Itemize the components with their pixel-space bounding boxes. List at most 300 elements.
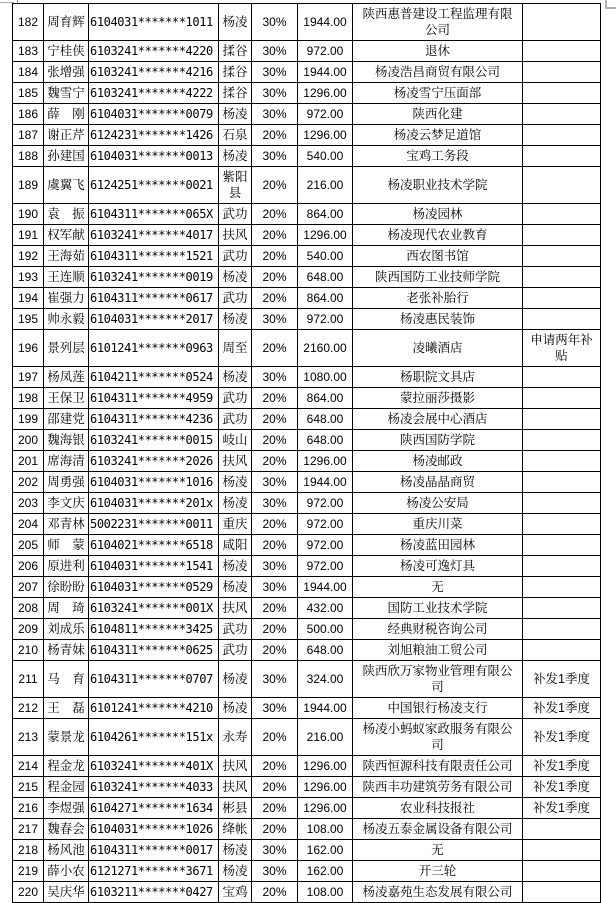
- cell-seq: 188: [13, 146, 44, 167]
- cell-rate: 20%: [252, 167, 298, 204]
- cell-note: [523, 225, 601, 246]
- cell-rate: 20%: [252, 719, 298, 756]
- cell-amount: 216.00: [298, 719, 353, 756]
- cell-location: 杨凌: [219, 267, 252, 288]
- table-body: [13, 4, 601, 903]
- cell-employer: 杨凌蓝田园林: [353, 535, 523, 556]
- cell-employer: 杨凌可逸灯具: [353, 556, 523, 577]
- table-row: [13, 62, 601, 83]
- cell-seq: 186: [13, 104, 44, 125]
- cell-location: 武功: [219, 204, 252, 225]
- cell-employer: 凌曦酒店: [353, 330, 523, 367]
- cell-amount: 648.00: [298, 267, 353, 288]
- table-row: [13, 698, 601, 719]
- cell-amount: 864.00: [298, 288, 353, 309]
- cell-employer: 杨凌雪宁压面部: [353, 83, 523, 104]
- cell-employer: 陕西欣万家物业管理有限公司: [353, 661, 523, 698]
- cell-name: 邓青林: [44, 514, 89, 535]
- cell-id: 6104271*******1634: [89, 798, 219, 819]
- cell-note: [523, 41, 601, 62]
- cell-name: 魏春会: [44, 819, 89, 840]
- cell-name: 刘成乐: [44, 619, 89, 640]
- cell-amount: 1944.00: [298, 698, 353, 719]
- cell-rate: 30%: [252, 146, 298, 167]
- cell-note: [523, 388, 601, 409]
- cell-id: 6121271*******3671: [89, 861, 219, 882]
- cell-rate: 20%: [252, 819, 298, 840]
- cell-name: 周勇强: [44, 472, 89, 493]
- cell-amount: 500.00: [298, 619, 353, 640]
- cell-note: [523, 556, 601, 577]
- table-row: [13, 798, 601, 819]
- cell-rate: 30%: [252, 367, 298, 388]
- cell-seq: 194: [13, 288, 44, 309]
- table-row: [13, 225, 601, 246]
- cell-employer: 刘旭粮油工贸公司: [353, 640, 523, 661]
- cell-employer: 杨凌嘉苑生态发展有限公司: [353, 882, 523, 903]
- cell-rate: 30%: [252, 556, 298, 577]
- cell-amount: 1296.00: [298, 756, 353, 777]
- cell-amount: 432.00: [298, 598, 353, 619]
- cell-seq: 202: [13, 472, 44, 493]
- cell-rate: 30%: [252, 840, 298, 861]
- cell-amount: 648.00: [298, 409, 353, 430]
- cropped-ui-remnant-top-right: [605, 0, 616, 9]
- table-row: [13, 409, 601, 430]
- cell-note: [523, 104, 601, 125]
- cell-employer: 老张补胎行: [353, 288, 523, 309]
- cell-rate: 20%: [252, 225, 298, 246]
- cell-name: 权军献: [44, 225, 89, 246]
- cell-location: 彬县: [219, 798, 252, 819]
- cell-location: 揉谷: [219, 41, 252, 62]
- cell-location: 周至: [219, 330, 252, 367]
- cell-name: 王连顺: [44, 267, 89, 288]
- cell-id: 6104311*******1521: [89, 246, 219, 267]
- cell-location: 杨凌: [219, 861, 252, 882]
- cell-id: 6103241*******2026: [89, 451, 219, 472]
- table-row: [13, 167, 601, 204]
- cell-name: 蒙景龙: [44, 719, 89, 756]
- cell-employer: 杨凌现代农业教育: [353, 225, 523, 246]
- cell-amount: 2160.00: [298, 330, 353, 367]
- cell-id: 6104031*******0529: [89, 577, 219, 598]
- cell-name: 王海茹: [44, 246, 89, 267]
- cell-location: 揉谷: [219, 83, 252, 104]
- cell-location: 扶风: [219, 451, 252, 472]
- cell-name: 邵建党: [44, 409, 89, 430]
- cell-note: [523, 472, 601, 493]
- cell-note: [523, 598, 601, 619]
- cell-note: [523, 4, 601, 41]
- cell-location: 杨凌: [219, 472, 252, 493]
- cell-employer: 杨凌惠民装饰: [353, 309, 523, 330]
- cell-note: [523, 267, 601, 288]
- cell-id: 6103241*******001X: [89, 598, 219, 619]
- table-row: [13, 756, 601, 777]
- cell-employer: 杨凌小蚂蚁家政服务有限公司: [353, 719, 523, 756]
- cell-employer: 农业科技报社: [353, 798, 523, 819]
- cell-name: 宁桂侠: [44, 41, 89, 62]
- cell-seq: 183: [13, 41, 44, 62]
- cell-rate: 20%: [252, 798, 298, 819]
- cell-id: 6104021*******6518: [89, 535, 219, 556]
- cell-location: 杨凌: [219, 4, 252, 41]
- cell-id: 6104031*******1016: [89, 472, 219, 493]
- cell-seq: 219: [13, 861, 44, 882]
- table-row: [13, 146, 601, 167]
- cell-seq: 182: [13, 4, 44, 41]
- cell-seq: 201: [13, 451, 44, 472]
- cell-seq: 199: [13, 409, 44, 430]
- cell-location: 杨凌: [219, 493, 252, 514]
- cell-seq: 207: [13, 577, 44, 598]
- cell-rate: 20%: [252, 619, 298, 640]
- cell-amount: 162.00: [298, 861, 353, 882]
- table-row: [13, 204, 601, 225]
- cell-amount: 972.00: [298, 556, 353, 577]
- cell-seq: 196: [13, 330, 44, 367]
- cell-employer: 陕西化建: [353, 104, 523, 125]
- cell-employer: 重庆川菜: [353, 514, 523, 535]
- cell-employer: 退休: [353, 41, 523, 62]
- cell-name: 薛 刚: [44, 104, 89, 125]
- cell-id: 6104031*******0079: [89, 104, 219, 125]
- cell-note: [523, 819, 601, 840]
- cell-id: 6103241*******4033: [89, 777, 219, 798]
- table-row: [13, 309, 601, 330]
- cell-amount: 972.00: [298, 104, 353, 125]
- cell-name: 孙建国: [44, 146, 89, 167]
- cell-seq: 205: [13, 535, 44, 556]
- cell-location: 永寿: [219, 719, 252, 756]
- cell-rate: 30%: [252, 661, 298, 698]
- cell-seq: 185: [13, 83, 44, 104]
- cell-seq: 218: [13, 840, 44, 861]
- cell-employer: 开三轮: [353, 861, 523, 882]
- cell-employer: 宝鸡工务段: [353, 146, 523, 167]
- cell-amount: 972.00: [298, 535, 353, 556]
- cell-location: 扶风: [219, 756, 252, 777]
- cell-note: [523, 309, 601, 330]
- cell-location: 重庆: [219, 514, 252, 535]
- cell-amount: 864.00: [298, 388, 353, 409]
- cell-employer: 杨职院文具店: [353, 367, 523, 388]
- cell-note: [523, 83, 601, 104]
- cell-employer: 陕西恒源科技有限责任公司: [353, 756, 523, 777]
- cell-employer: 西农图书馆: [353, 246, 523, 267]
- cell-id: 6104031*******0013: [89, 146, 219, 167]
- cell-rate: 20%: [252, 756, 298, 777]
- cell-employer: 杨凌职业技术学院: [353, 167, 523, 204]
- table-row: [13, 535, 601, 556]
- cell-note: [523, 62, 601, 83]
- cell-note: [523, 288, 601, 309]
- cell-id: 6103241*******4216: [89, 62, 219, 83]
- cell-amount: 1296.00: [298, 798, 353, 819]
- cell-location: 武功: [219, 288, 252, 309]
- cell-employer: 陕西丰功建筑劳务有限公司: [353, 777, 523, 798]
- table-row: [13, 619, 601, 640]
- cell-rate: 20%: [252, 330, 298, 367]
- cell-location: 杨凌: [219, 661, 252, 698]
- cell-amount: 1296.00: [298, 451, 353, 472]
- cell-name: 杨青妹: [44, 640, 89, 661]
- cell-name: 杨凤莲: [44, 367, 89, 388]
- cell-rate: 30%: [252, 472, 298, 493]
- cell-rate: 30%: [252, 493, 298, 514]
- cell-amount: 108.00: [298, 882, 353, 903]
- cell-note: 补发1季度: [523, 798, 601, 819]
- cell-id: 6104031*******201x: [89, 493, 219, 514]
- table-row: [13, 661, 601, 698]
- cell-amount: 972.00: [298, 309, 353, 330]
- cell-id: 5002231*******0011: [89, 514, 219, 535]
- cell-location: 武功: [219, 388, 252, 409]
- cell-note: [523, 861, 601, 882]
- cell-employer: 杨凌公安局: [353, 493, 523, 514]
- cell-note: 补发1季度: [523, 698, 601, 719]
- cell-rate: 20%: [252, 409, 298, 430]
- cell-name: 薛小农: [44, 861, 89, 882]
- cell-rate: 30%: [252, 62, 298, 83]
- cell-seq: 187: [13, 125, 44, 146]
- cell-rate: 20%: [252, 267, 298, 288]
- cell-name: 景列层: [44, 330, 89, 367]
- cell-note: [523, 409, 601, 430]
- cell-employer: 杨凌邮政: [353, 451, 523, 472]
- cell-rate: 20%: [252, 388, 298, 409]
- cell-rate: 30%: [252, 698, 298, 719]
- table-row: [13, 840, 601, 861]
- table-row: [13, 367, 601, 388]
- cell-rate: 30%: [252, 4, 298, 41]
- cell-id: 6103241*******4017: [89, 225, 219, 246]
- cell-id: 6103241*******0015: [89, 430, 219, 451]
- cell-rate: 30%: [252, 309, 298, 330]
- cell-seq: 190: [13, 204, 44, 225]
- table-row: [13, 41, 601, 62]
- table-row: [13, 451, 601, 472]
- cell-seq: 215: [13, 777, 44, 798]
- cell-employer: 陕西国防工业技师学院: [353, 267, 523, 288]
- cell-employer: 杨凌云梦足道馆: [353, 125, 523, 146]
- cell-location: 扶风: [219, 598, 252, 619]
- cell-seq: 195: [13, 309, 44, 330]
- cell-id: 6103241*******0019: [89, 267, 219, 288]
- cell-name: 魏海银: [44, 430, 89, 451]
- cell-rate: 20%: [252, 288, 298, 309]
- cell-seq: 217: [13, 819, 44, 840]
- cell-employer: 陕西国防学院: [353, 430, 523, 451]
- cell-location: 杨凌: [219, 146, 252, 167]
- table-row: [13, 246, 601, 267]
- cell-employer: 杨凌会展中心酒店: [353, 409, 523, 430]
- cell-amount: 324.00: [298, 661, 353, 698]
- cell-name: 杨风池: [44, 840, 89, 861]
- cell-name: 周 琦: [44, 598, 89, 619]
- cell-employer: 无: [353, 840, 523, 861]
- cell-note: 申请两年补贴: [523, 330, 601, 367]
- cell-seq: 209: [13, 619, 44, 640]
- cell-rate: 20%: [252, 204, 298, 225]
- table-row: [13, 288, 601, 309]
- cell-name: 谢正芹: [44, 125, 89, 146]
- cell-location: 武功: [219, 246, 252, 267]
- cell-rate: 20%: [252, 514, 298, 535]
- cell-seq: 193: [13, 267, 44, 288]
- cell-note: [523, 430, 601, 451]
- cell-employer: 杨凌园林: [353, 204, 523, 225]
- cell-seq: 198: [13, 388, 44, 409]
- cell-location: 扶风: [219, 777, 252, 798]
- cell-rate: 20%: [252, 246, 298, 267]
- cell-name: 王 磊: [44, 698, 89, 719]
- cell-note: [523, 451, 601, 472]
- cell-id: 6104311*******4959: [89, 388, 219, 409]
- cell-name: 马 育: [44, 661, 89, 698]
- cell-id: 6103211*******0427: [89, 882, 219, 903]
- cell-seq: 191: [13, 225, 44, 246]
- cell-rate: 20%: [252, 535, 298, 556]
- table-row: [13, 882, 601, 903]
- cell-amount: 1944.00: [298, 4, 353, 41]
- cell-note: [523, 493, 601, 514]
- cell-id: 6104311*******0017: [89, 840, 219, 861]
- cell-amount: 1296.00: [298, 225, 353, 246]
- cell-note: [523, 640, 601, 661]
- cell-rate: 30%: [252, 41, 298, 62]
- cell-name: 周育辉: [44, 4, 89, 41]
- cell-seq: 211: [13, 661, 44, 698]
- cell-amount: 864.00: [298, 204, 353, 225]
- table-row: [13, 777, 601, 798]
- cell-rate: 20%: [252, 451, 298, 472]
- cell-amount: 108.00: [298, 819, 353, 840]
- cell-rate: 30%: [252, 83, 298, 104]
- cell-note: [523, 246, 601, 267]
- cell-seq: 208: [13, 598, 44, 619]
- table-row: [13, 104, 601, 125]
- cell-location: 紫阳县: [219, 167, 252, 204]
- cell-seq: 220: [13, 882, 44, 903]
- cell-id: 6104031*******1026: [89, 819, 219, 840]
- cell-seq: 216: [13, 798, 44, 819]
- cell-name: 程金园: [44, 777, 89, 798]
- cell-note: [523, 146, 601, 167]
- cell-note: [523, 514, 601, 535]
- cell-rate: 20%: [252, 777, 298, 798]
- table-row: [13, 4, 601, 41]
- subsidy-table-container: [12, 3, 601, 903]
- cell-amount: 1296.00: [298, 777, 353, 798]
- cell-note: 补发1季度: [523, 777, 601, 798]
- cell-location: 杨凌: [219, 840, 252, 861]
- cell-id: 6104311*******065X: [89, 204, 219, 225]
- cell-name: 崔强力: [44, 288, 89, 309]
- cell-id: 6104031*******1541: [89, 556, 219, 577]
- table-row: [13, 556, 601, 577]
- cell-amount: 648.00: [298, 640, 353, 661]
- table-row: [13, 83, 601, 104]
- cell-id: 6103241*******4222: [89, 83, 219, 104]
- cell-location: 杨凌: [219, 698, 252, 719]
- cell-rate: 30%: [252, 104, 298, 125]
- cell-seq: 204: [13, 514, 44, 535]
- cell-seq: 212: [13, 698, 44, 719]
- cell-note: [523, 125, 601, 146]
- cell-location: 咸阳: [219, 535, 252, 556]
- cell-name: 袁 振: [44, 204, 89, 225]
- cell-location: 武功: [219, 409, 252, 430]
- cell-note: [523, 882, 601, 903]
- table-row: [13, 719, 601, 756]
- cell-name: 席海清: [44, 451, 89, 472]
- cell-amount: 1944.00: [298, 62, 353, 83]
- cell-id: 6103241*******401X: [89, 756, 219, 777]
- table-row: [13, 125, 601, 146]
- cell-id: 6101241*******4210: [89, 698, 219, 719]
- cell-rate: 20%: [252, 882, 298, 903]
- cell-note: [523, 577, 601, 598]
- cell-amount: 1296.00: [298, 83, 353, 104]
- cell-amount: 162.00: [298, 840, 353, 861]
- cell-id: 6104311*******0617: [89, 288, 219, 309]
- cell-amount: 540.00: [298, 146, 353, 167]
- cell-note: 补发1季度: [523, 756, 601, 777]
- cell-name: 原进利: [44, 556, 89, 577]
- table-row: [13, 493, 601, 514]
- cell-location: 绛帐: [219, 819, 252, 840]
- cell-note: [523, 167, 601, 204]
- cell-location: 武功: [219, 640, 252, 661]
- cell-location: 杨凌: [219, 577, 252, 598]
- cell-location: 岐山: [219, 430, 252, 451]
- cell-name: 张增强: [44, 62, 89, 83]
- cell-id: 6104311*******4236: [89, 409, 219, 430]
- cell-employer: 杨凌晶晶商贸: [353, 472, 523, 493]
- cell-seq: 200: [13, 430, 44, 451]
- cell-seq: 184: [13, 62, 44, 83]
- cell-id: 6104311*******0707: [89, 661, 219, 698]
- cell-name: 程金龙: [44, 756, 89, 777]
- cell-note: [523, 840, 601, 861]
- cell-employer: 杨凌浩昌商贸有限公司: [353, 62, 523, 83]
- table-row: [13, 514, 601, 535]
- cell-employer: 无: [353, 577, 523, 598]
- cell-location: 杨凌: [219, 104, 252, 125]
- cell-id: 6104811*******3425: [89, 619, 219, 640]
- cell-location: 杨凌: [219, 309, 252, 330]
- cell-id: 6104211*******0524: [89, 367, 219, 388]
- cell-seq: 189: [13, 167, 44, 204]
- cell-amount: 1296.00: [298, 125, 353, 146]
- cell-employer: 经典财税咨询公司: [353, 619, 523, 640]
- cell-name: 虞翼飞: [44, 167, 89, 204]
- cell-rate: 20%: [252, 430, 298, 451]
- cell-id: 6103241*******4220: [89, 41, 219, 62]
- cell-employer: 中国银行杨凌支行: [353, 698, 523, 719]
- table-row: [13, 598, 601, 619]
- table-row: [13, 861, 601, 882]
- cell-rate: 30%: [252, 861, 298, 882]
- cell-amount: 648.00: [298, 430, 353, 451]
- cell-seq: 210: [13, 640, 44, 661]
- table-row: [13, 472, 601, 493]
- cell-rate: 20%: [252, 598, 298, 619]
- cell-seq: 214: [13, 756, 44, 777]
- cell-id: 6124231*******1426: [89, 125, 219, 146]
